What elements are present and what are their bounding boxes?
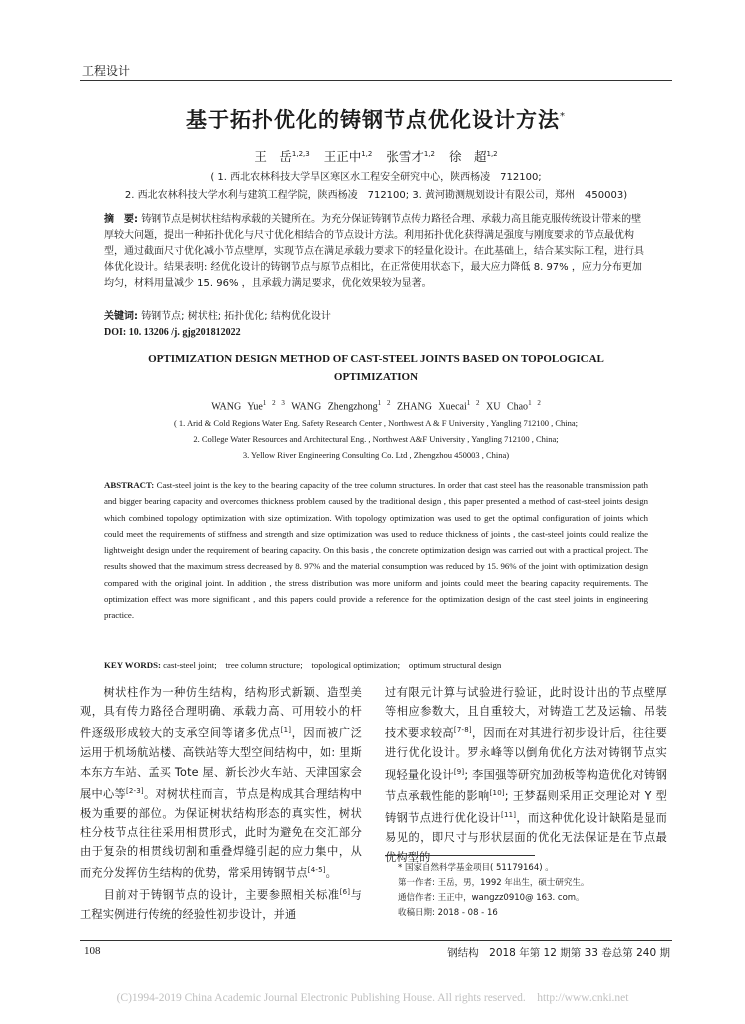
footnote-contact: 通信作者: 王正中，wangzz0910@ 163. com。: [398, 893, 585, 903]
section-label: 工程设计: [82, 64, 131, 78]
body-paragraph: 树状柱作为一种仿生结构，结构形式新颖、造型美观，具有传力路径合理明确、承载力高、可用较小的杆件逐级形成较大的支承空间等诸多优点[1]，因而被广泛运用于机场航站楼、高铁站等大型空间结构中，如: 里斯本东方车站、孟买 Tote 屋、新长沙火车站、天津国家会展中心等[2-3]。对树状柱而言，节点是构成其合理结构中极为重要的部位。为保证树状结构形态的真实性，树状柱分枝节点往往采用相贯形式，此时为避免在交汇部分由于复杂的相贯线切割和重叠焊缝引起的应力集中，从而充分发挥仿生结构的优势，常采用铸钢节点[4-5]。: [80, 686, 363, 881]
affiliation-en-2: 2. College Water Resources and Architectural Eng. , Northwest A&F University , Yangling 712100 , China;: [193, 434, 559, 444]
affiliation-en-3: 3. Yellow River Engineering Consulting Co. Ltd , Zhengzhou 450003 , China): [242, 450, 510, 460]
body-paragraph: 过有限元计算与试验进行验证，此时设计出的节点壁厚等相应参数大，且自重较大，对铸造工艺及运输、吊装技术要求较高[7-8]，因而在对其进行初步设计后，往往要进行优化设计。罗永峰等以倒角优化方法对铸钢节点实现轻量化设计[9]; 李国强等研究加劲板等构造优化对铸钢节点承载性能的影响[10]; 王梦磊则采用正交理论对 Y 型铸钢节点进行优化设计[11]，而这种优化设计缺陷是显而易见的，即尺寸与形状层面的优化无法保证是在节点最优构型的: [385, 686, 668, 864]
body-paragraph: 目前对于铸钢节点的设计，主要参照相关标准[6]与工程实例进行传统的经验性初步设计，并通: [80, 888, 363, 922]
paper-title-en: OPTIMIZATION DESIGN METHOD OF CAST-STEEL JOINTS BASED ON TOPOLOGICAL OPTIMIZATION: [148, 353, 604, 383]
body-column-left: [80, 683, 362, 924]
author-name: 徐 超: [448, 149, 487, 164]
affiliation-en-1: ( 1. Arid & Cold Regions Water Eng. Safety Research Center , Northwest A & F University , Yangling 712100 , China;: [173, 418, 579, 428]
affiliation-cn-1: ( 1. 西北农林科技大学旱区寒区水工程安全研究中心，陕西杨凌 712100;: [210, 172, 542, 183]
author-list-en: WANG Yue$^{1 2 3}$ WANG Zhengzhong$^{1 2}$ ZHANG Xuecai$^{1 2}$ XU Chao$^{1 2}$: [211, 399, 541, 413]
abstract-cn: 摘 要: 铸钢节点是树状柱结构承载的关键所在。为充分保证铸钢节点传力路径合理、承载力高且能克服传统设计带来的壁厚较大问题，提出一种拓扑优化与尺寸优化相结合的节点设计方法。利用拓扑优化获得满足强度与刚度要求的节点最优构型，通过截面尺寸优化减小节点壁厚，实现节点在满足承载力要求下的轻量化设计。在此基础上，结合某实际工程，进行具体优化设计。结果表明: 经优化设计的铸钢节点与原节点相比，在正常使用状态下，最大应力降低 8. 97% ，应力分布更加均匀，材料用量减少 15. 96% ，且承载力满足要求，优化效果较为显著。: [104, 214, 644, 289]
keywords-en: KEY WORDS: cast-steel joint; tree column structure; topological optimization; optimum structural design: [104, 660, 502, 670]
header-rule: [80, 80, 672, 81]
footnote-fund: * 国家自然科学基金项目( 51179164) 。: [398, 863, 554, 873]
body-column-right: [385, 683, 667, 867]
copyright-watermark: (C)1994-2019 China Academic Journal Electronic Publishing House. All rights reserved. http://www.cnki.net: [116, 992, 629, 1004]
author-name: 王正中: [323, 149, 362, 164]
footnote-rule: [385, 855, 535, 856]
page-number: 108: [84, 945, 101, 957]
abstract-en: ABSTRACT: Cast-steel joint is the key to the bearing capacity of the tree column structures. In order that cast steel has the reasonable transmission path and bigger bearing capacity and overcomes thickness problem caused by the traditional design , this paper presented a method of cast-steel joints design which combined topology optimization with size optimization. With topology optimization was used to get the optimal configuration of joints which could meet the requirements of stiffness and strength and size optimization was used to reduce thickness of joints , the cast-steel joints could realize the lightweight design under the requirement of bearing capacity. On this basis , the concrete optimization design was carried out with a practical project. The results showed that the maximum stress decreased by 8. 97% and the material consumption was reduced by 15. 96% of the joint with optimization design compared with the original joint. In addition , the stress distribution was more uniform and joints could meet the bearing capacity requirements. The optimization effect was more significant , and this papers could provide a reference for the optimization design of the cast steel joints in engineering practice.: [104, 480, 649, 621]
footnote-author: 第一作者: 王岳，男，1992 年出生，硕士研究生。: [398, 878, 590, 888]
keywords-cn: 关键词: 铸钢节点; 树状柱; 拓扑优化; 结构优化设计: [104, 311, 331, 322]
author-name: 张雪才: [386, 149, 424, 164]
footer-rule: [80, 940, 672, 941]
journal-info: 钢结构 2018 年第 12 期第 33 卷总第 240 期: [447, 947, 670, 959]
author-list-cn: 王 岳$^{1,2,3}$ 王正中$^{1,2}$ 张雪才$^{1,2}$ 徐 超$^{1,2}$: [254, 149, 498, 164]
affiliation-cn-2: 2. 西北农林科技大学水利与建筑工程学院，陕西杨凌 712100; 3. 黄河勘测规划设计有限公司，郑州 450003): [124, 190, 628, 201]
doi: DOI: 10. 13206 /j. gjg201812022: [104, 327, 241, 338]
paper-title-cn: 基于拓扑优化的铸钢节点优化设计方法*: [186, 108, 566, 132]
footnote-received: 收稿日期: 2018 - 08 - 16: [398, 908, 498, 918]
author-name: 王 岳: [254, 149, 292, 164]
